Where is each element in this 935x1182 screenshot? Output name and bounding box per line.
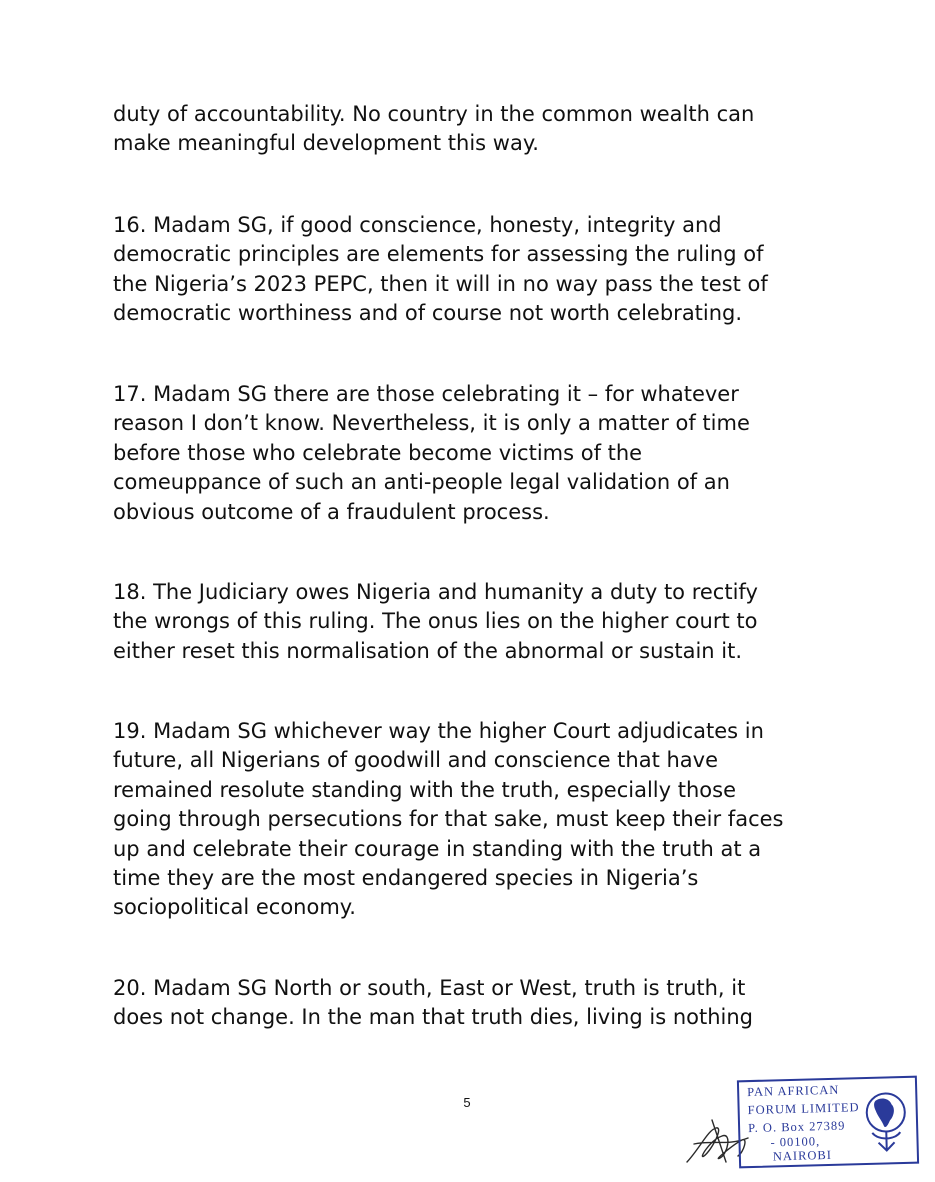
- stamp-line-3: P. O. Box 27389: [747, 1118, 846, 1136]
- stamp-line-2: FORUM LIMITED: [747, 1100, 860, 1118]
- paragraph-intro: duty of accountability. No country in the common wealth can make meaningful development this way.: [113, 102, 755, 156]
- organization-stamp: [737, 1076, 919, 1169]
- paragraph-17: 17. Madam SG there are those celebrating it – for whatever reason I don’t know. Nevertheless, it is only a matter of time before those who celebrate become victims of the comeuppance of such an anti-people legal validation of an obvious outcome of a fraudulent process.: [113, 382, 750, 524]
- stamp-line-1: PAN AFRICAN: [747, 1082, 840, 1100]
- paragraph-20: 20. Madam SG North or south, East or West, truth is truth, it does not change. In the man that truth dies, living is nothing: [113, 976, 754, 1030]
- paragraph-18: 18. The Judiciary owes Nigeria and humanity a duty to rectify the wrongs of this ruling. The onus lies on the higher court to either reset this normalisation of the abnormal or sustain it.: [113, 580, 758, 663]
- africa-globe-icon: [863, 1090, 909, 1153]
- paragraph-19: 19. Madam SG whichever way the higher Court adjudicates in future, all Nigerians of goodwill and conscience that have remained resolute standing with the truth, especially those going through persecutions for that sake, must keep their faces up and celebrate their courage in standing with the truth at a time they are the most endangered species in Nigeria’s sociopolitical economy.: [113, 719, 784, 920]
- page-number: 5: [463, 1095, 471, 1110]
- stamp-line-4: - 00100,: [770, 1134, 821, 1150]
- stamp-line-5: NAIROBI: [772, 1147, 833, 1164]
- paragraph-16: 16. Madam SG, if good conscience, honesty, integrity and democratic principles are elements for assessing the ruling of the Nigeria’s 2023 PEPC, then it will in no way pass the test of democratic worthiness and of course not worth celebrating.: [113, 213, 768, 326]
